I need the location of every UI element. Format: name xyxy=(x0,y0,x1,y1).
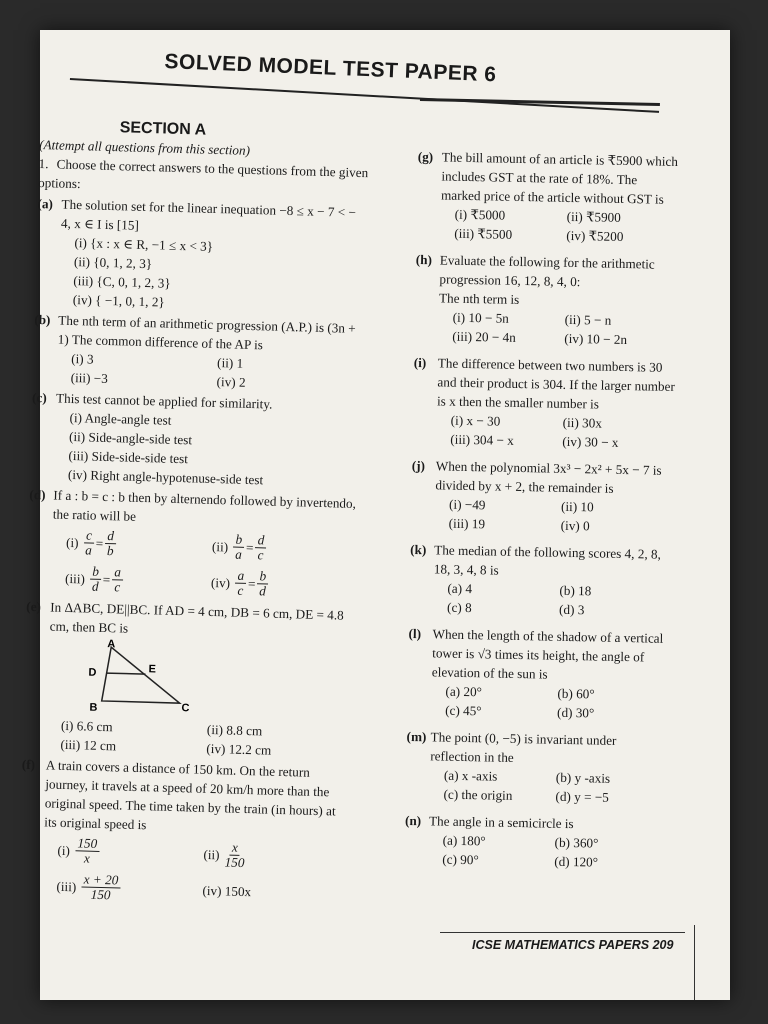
option: (ii) 30x xyxy=(562,414,603,431)
question-j xyxy=(411,456,674,537)
option: (i) {x : x ∈ R, −1 ≤ x < 3} xyxy=(74,235,214,254)
question-text: Choose the correct answers to the questions from the given options: xyxy=(37,156,369,192)
instruction: (Attempt all questions from this section) xyxy=(38,136,251,158)
question-text: The solution set for the linear inequation −8 ≤ x − 7 < − 4, x ∈ I is xyxy=(60,196,357,233)
option: (iii) Side-side-side test xyxy=(68,447,189,467)
question-h xyxy=(414,250,678,350)
section-heading: SECTION A xyxy=(119,119,207,139)
question-label: (i) xyxy=(413,354,427,371)
option: (iv) 12.2 cm xyxy=(206,740,272,758)
option: (c) 90° xyxy=(442,851,479,868)
option: (c) the origin xyxy=(443,786,513,803)
question-e xyxy=(22,597,356,762)
question-text: This test cannot be applied for similarity. xyxy=(55,390,273,412)
point-label-a: A xyxy=(107,638,116,651)
option: (iv) $\frac{a}{c}$ = $\frac{b}{d}$ xyxy=(210,567,267,598)
option: (ii) 1 xyxy=(216,355,244,371)
point-label-c: C xyxy=(181,702,190,715)
option: (i) −49 xyxy=(448,496,486,513)
option: (d) 30° xyxy=(556,704,595,721)
title-rule xyxy=(70,78,659,113)
question-subtext: The nth term is xyxy=(438,290,520,307)
question-text: A train covers a distance of 150 km. On the return journey, it travels at a speed of 20 km/h more than the original speed. The time taken by the train (in hours) at its original speed is xyxy=(44,757,336,833)
option: (iii) ₹5500 xyxy=(454,225,513,242)
option: (iv) { −1, 0, 1, 2} xyxy=(72,291,165,310)
option: (a) 20° xyxy=(445,683,483,700)
option: (ii) $\frac{x}{150}$ xyxy=(203,839,245,870)
point-label-b: B xyxy=(89,701,98,714)
option: (iii) 12 cm xyxy=(60,736,117,754)
option: (d) 3 xyxy=(558,601,585,618)
question-text: In ΔABC, DE||BC. If AD = 4 cm, DB = 6 cm, DE = 4.8 cm, then BC is xyxy=(49,599,344,636)
option: (iv) 10 − 2n xyxy=(564,330,628,348)
option: (iv) 30 − x xyxy=(562,433,619,450)
option: (i) Angle-angle test xyxy=(69,409,172,428)
option: (ii) $\frac{b}{a}$ = $\frac{d}{c}$ xyxy=(211,531,265,562)
option: (ii) {0, 1, 2, 3} xyxy=(73,254,153,272)
question-g xyxy=(416,147,680,247)
option: (iv) ₹5200 xyxy=(566,227,624,244)
question-label: (e) xyxy=(26,598,42,615)
footer-rule xyxy=(440,932,685,933)
question-label: (g) xyxy=(417,148,434,165)
option: (ii) Side-angle-side test xyxy=(68,428,193,448)
question-label: (k) xyxy=(410,541,427,558)
option: (iv) 150x xyxy=(202,882,252,899)
question-text: When the polynomial 3x³ − 2x² + 5x − 7 is divided by x + 2, the remainder is xyxy=(435,458,662,496)
option: (iii) {C, 0, 1, 2, 3} xyxy=(73,273,171,291)
option: (a) 180° xyxy=(442,832,486,849)
question-text: If a : b = c : b then by alternendo followed by invertendo, the ratio will be xyxy=(52,487,357,524)
option: (iv) Right angle-hypotenuse-side test xyxy=(67,466,264,488)
option: (i) $\frac{150}{x}$ xyxy=(57,834,98,866)
option: (a) x -axis xyxy=(443,767,498,784)
footer-text: ICSE MATHEMATICS PAPERS xyxy=(472,938,650,952)
question-d xyxy=(27,485,360,604)
option: (ii) ₹5900 xyxy=(566,208,621,225)
question-i xyxy=(412,353,676,453)
question-label: (d) xyxy=(29,486,46,503)
right-column xyxy=(404,145,680,873)
option: (b) y -axis xyxy=(555,769,611,786)
question-text: The bill amount of an article is ₹5900 which includes GST at the rate of 18%. The marked price of the article without GST is xyxy=(440,149,679,207)
question-k xyxy=(409,540,672,621)
option: (iii) 304 − x xyxy=(450,431,514,448)
question-m xyxy=(405,727,668,808)
page-number: 209 xyxy=(652,938,674,952)
question-label: (c) xyxy=(31,389,47,406)
question-text: The difference between two numbers is 30 and their product is 304. If the larger number is x then the smaller number is xyxy=(436,355,675,412)
option: (b) 360° xyxy=(554,834,599,851)
triangle-diagram xyxy=(87,638,209,716)
question-1 xyxy=(38,154,369,201)
marks: [15] xyxy=(116,217,140,233)
question-text: The point (0, −5) is invariant under reflection in the xyxy=(430,729,617,765)
option: (c) 45° xyxy=(445,702,482,719)
option: (i) x − 30 xyxy=(450,412,501,429)
footer-vertical-rule xyxy=(694,925,695,1000)
option: (iii) 19 xyxy=(448,515,486,532)
question-label: (f) xyxy=(21,756,36,773)
option: (iv) 0 xyxy=(560,517,590,534)
option: (iii) 20 − 4n xyxy=(452,328,516,345)
point-label-e: E xyxy=(148,663,157,676)
question-b xyxy=(32,310,364,395)
option: (i) 10 − 5n xyxy=(452,309,509,326)
option: (b) 18 xyxy=(559,582,592,599)
option: (ii) 10 xyxy=(560,498,594,515)
option: (d) 120° xyxy=(554,853,599,870)
question-l xyxy=(407,624,671,724)
question-text: The angle in a semicircle is xyxy=(428,813,574,832)
option: (ii) 5 − n xyxy=(564,311,612,328)
left-column xyxy=(18,116,370,912)
option: (iii) $\frac{x + 20}{150}$ xyxy=(56,871,119,902)
option: (iv) 2 xyxy=(216,374,246,390)
option: (i) 3 xyxy=(71,350,94,367)
option: (d) y = −5 xyxy=(555,788,610,805)
question-label: (n) xyxy=(404,812,422,829)
question-label: (a) xyxy=(37,195,54,212)
question-text: The median of the following scores 4, 2, 8, 18, 3, 4, 8 is xyxy=(433,542,662,578)
option: (c) 8 xyxy=(446,599,472,616)
question-label: (l) xyxy=(408,625,422,642)
option: (iii) −3 xyxy=(70,369,109,386)
option: (iii) $\frac{b}{d}$ = $\frac{a}{c}$ xyxy=(64,563,122,594)
question-label: (j) xyxy=(411,457,426,474)
question-number: 1. xyxy=(38,155,49,172)
question-a xyxy=(35,194,368,317)
footer xyxy=(472,938,673,952)
question-label: (m) xyxy=(406,728,427,745)
question-f xyxy=(18,755,352,912)
option: (ii) 8.8 cm xyxy=(206,721,263,739)
question-label: (b) xyxy=(34,311,51,328)
question-label: (h) xyxy=(415,251,433,268)
question-text: Evaluate the following for the arithmetic progression 16, 12, 8, 4, 0: xyxy=(439,252,655,290)
question-n xyxy=(404,811,667,873)
option: (a) 4 xyxy=(447,580,473,597)
question-c xyxy=(30,388,363,492)
question-text: When the length of the shadow of a vertical tower is √3 times its height, the angle of elevation of the sun is xyxy=(431,626,664,682)
option: (b) 60° xyxy=(557,685,595,702)
question-text: The nth term of an arithmetic progression (A.P.) is (3n + 1) The common difference of the AP is xyxy=(57,312,356,353)
option: (i) $\frac{c}{a}$ = $\frac{d}{b}$ xyxy=(65,526,115,558)
point-label-d: D xyxy=(88,666,97,679)
option: (i) 6.6 cm xyxy=(60,717,113,735)
page xyxy=(21,30,730,1000)
option: (i) ₹5000 xyxy=(454,206,506,223)
page-title: SOLVED MODEL TEST PAPER 6 xyxy=(164,50,497,87)
